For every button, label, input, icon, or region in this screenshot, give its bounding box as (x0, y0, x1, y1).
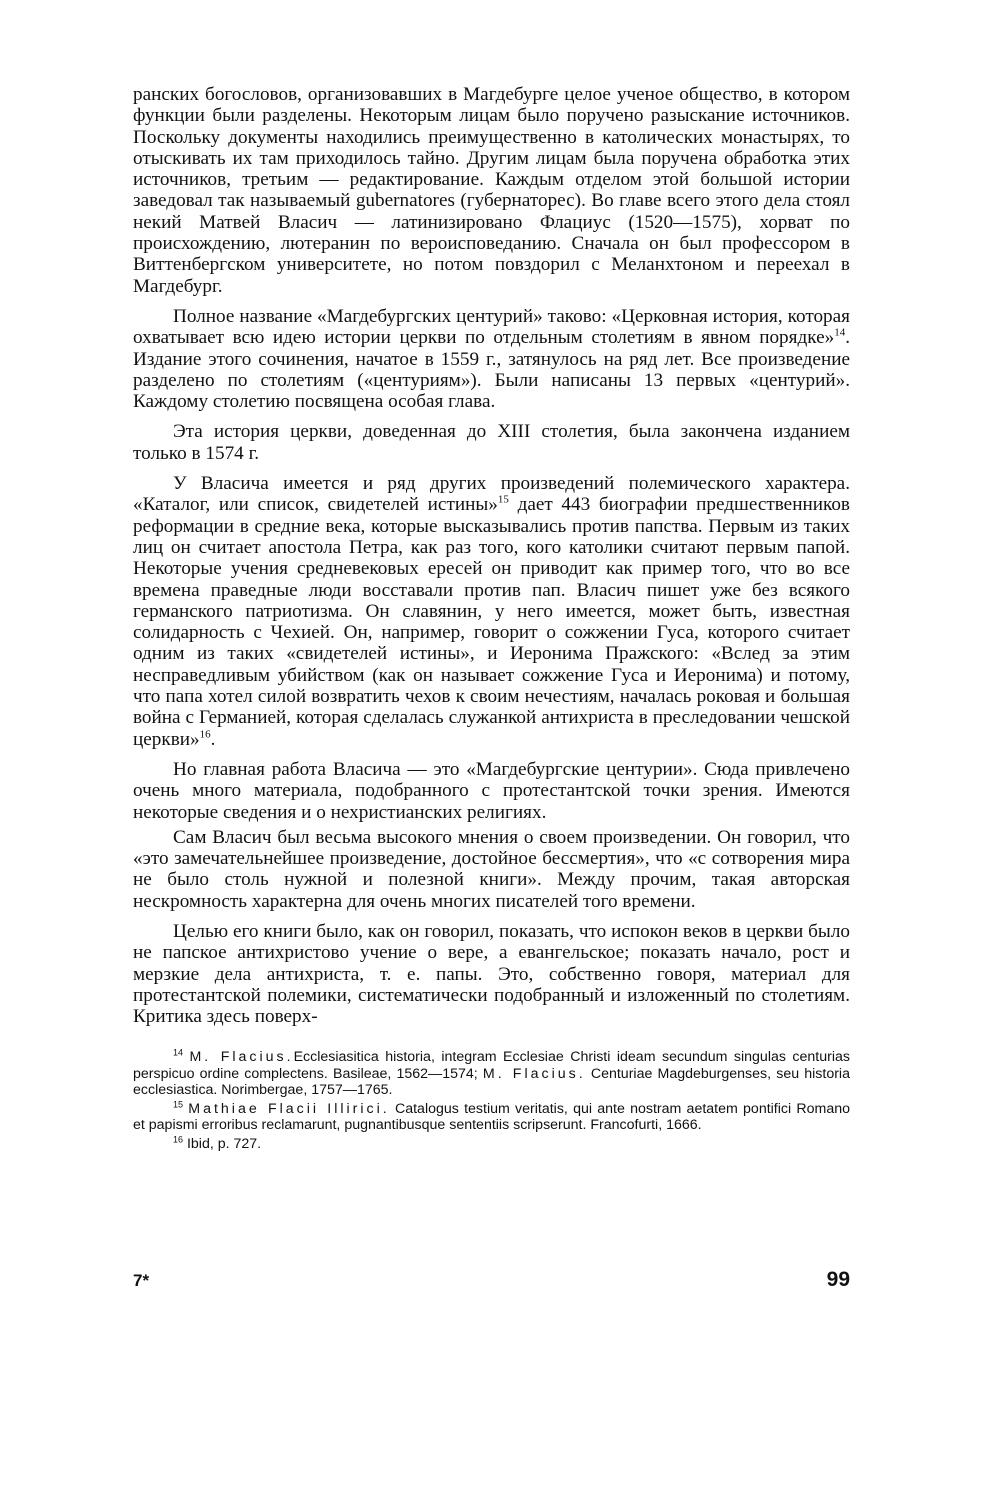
footnote-15 (133, 1101, 850, 1134)
main-text (133, 84, 850, 1027)
footnote-text: Ibid, p. 727. (186, 1135, 262, 1152)
page-number: 99 (826, 1268, 850, 1291)
page-footer (133, 1268, 850, 1292)
note-ref-16[interactable]: 16 (199, 728, 211, 741)
footnotes (133, 1049, 850, 1152)
paragraph-2-end: . Издание этого сочинения, начатое в 1559 г., затянулось на ряд лет. Все произведение разделено по столетиям («центуриям»). Были написаны 13 первых «центурий». Каждому столетию посвящена особая глава. (133, 327, 850, 413)
paragraph-5: Но главная работа Власича — это «Магдебургские центурии». Сюда привлечено очень много материала, подобранного с протестантской точки зрения. Имеются некоторые сведения и о нехристианских религиях. (133, 758, 850, 823)
footnote-16 (133, 1136, 850, 1153)
paragraph-4-start: У Власича имеется и ряд других произведений полемического характера. «Каталог, или список, свидетелей истины» (133, 473, 850, 516)
paragraph-4 (133, 473, 850, 750)
note-ref-14[interactable]: 14 (834, 326, 846, 339)
footnote-author: M. Flacius. (189, 1049, 294, 1066)
paragraph-2-start: Полное название «Магдебургских центурий» таково: «Церковная история, которая охватывает всю идею истории церкви по отдельным столетиям в явном порядке» (133, 305, 850, 349)
paragraph-6: Сам Власич был весьма высокого мнения о своем произведении. Он говорил, что «это замечательнейшее произведение, достойное бессмертия», что «с сотворения мира не было столь нужной и полезной книги». Между прочим, такая авторская нескромность характерна для очень многих писателей того времени. (133, 826, 850, 912)
footnote-mark: 16 (173, 1134, 184, 1145)
footnote-author: Mathiae Flacii Illirici. (188, 1100, 390, 1117)
paragraph-7: Целью его книги было, как он говорил, показать, что испокон веков в церкви было не папское антихристово учение о вере, а евангельское; показать начало, рост и мерзкие дела антихриста, т. е. папы. Это, собственно говоря, материал для протестантской полемики, систематически подобранный и изложенный по столетиям. Критика здесь поверх- (133, 920, 850, 1028)
footnote-mark: 15 (173, 1099, 184, 1110)
paragraph-2 (133, 306, 850, 412)
footnote-text: Catalogus testium veritatis, qui ante nostram aetatem pontifici Romano et papismi erroribus reclamarunt, pugnantibusque sententiis scripserunt. Francofurti, 1666. (133, 1100, 850, 1134)
paragraph-4-end: . (210, 728, 216, 750)
footnote-mark: 14 (173, 1047, 184, 1058)
paragraph-3: Эта история церкви, доведенная до XIII столетия, была закончена изданием только в 1574 г. (133, 421, 850, 464)
paragraph-1: ранских богословов, организовавших в Магдебурге целое ученое общество, в котором функции были разделены. Некоторым лицам было поручено разыскание источников. Поскольку документы находились преимущественно в католических монастырях, то отыскивать их там приходилось тайно. Другим лицам была поручена обработка этих источников, третьим — редактирование. Каждым отделом этой большой истории заведовал так называемый gubernatores (губернаторес). Во главе всего этого дела стоял некий Матвей Власич — латинизировано Флациус (1520—1575), хорват по происхождению, лютеранин по вероисповеданию. Сначала он был профессором в Виттенбергском университете, но потом повздорил с Меланхтоном и переехал в Магдебург. (133, 84, 850, 297)
footnote-14 (133, 1049, 850, 1099)
note-ref-15[interactable]: 15 (497, 493, 509, 506)
footnote-text: Ecclesiasitica historia, integram Ecclesiae Christi ideam secundum singulas centurias perspicuo ordine complectens. Basileae, 1562—1574; (133, 1049, 850, 1082)
signature-mark: 7* (133, 1271, 150, 1290)
paragraph-4-middle: дает 443 биографии предшественников реформации в средние века, которые высказывались против папства. Первым из таких лиц он считает апостола Петра, как раз того, кого католики считают первым папой. Некоторые учения средневековых ересей он приводит как пример того, что во все времена праведные люди восставали против пап. Власич пишет уже без всякого германского патриотизма. Он славянин, у него имеется, может быть, известная солидарность с Чехией. Он, например, говорит о сожжении Гуса, которого считает одним из таких «свидетелей истины», и Иеронима Пражского: «Вслед за этим несправедливым убийством (как он называет сожжение Гуса и Иеронима) и потому, что папа хотел силой возвратить чехов к своим нечестиям, началась роковая и большая война с Германией, которая сделалась служанкой антихриста в преследовании чешской церкви» (133, 494, 850, 750)
footnote-author: M. Flacius. (482, 1065, 586, 1082)
footnote-text: Centuriae Magdeburgenses, seu historia ecclesiastica. Norimbergae, 1757—1765. (133, 1065, 850, 1099)
